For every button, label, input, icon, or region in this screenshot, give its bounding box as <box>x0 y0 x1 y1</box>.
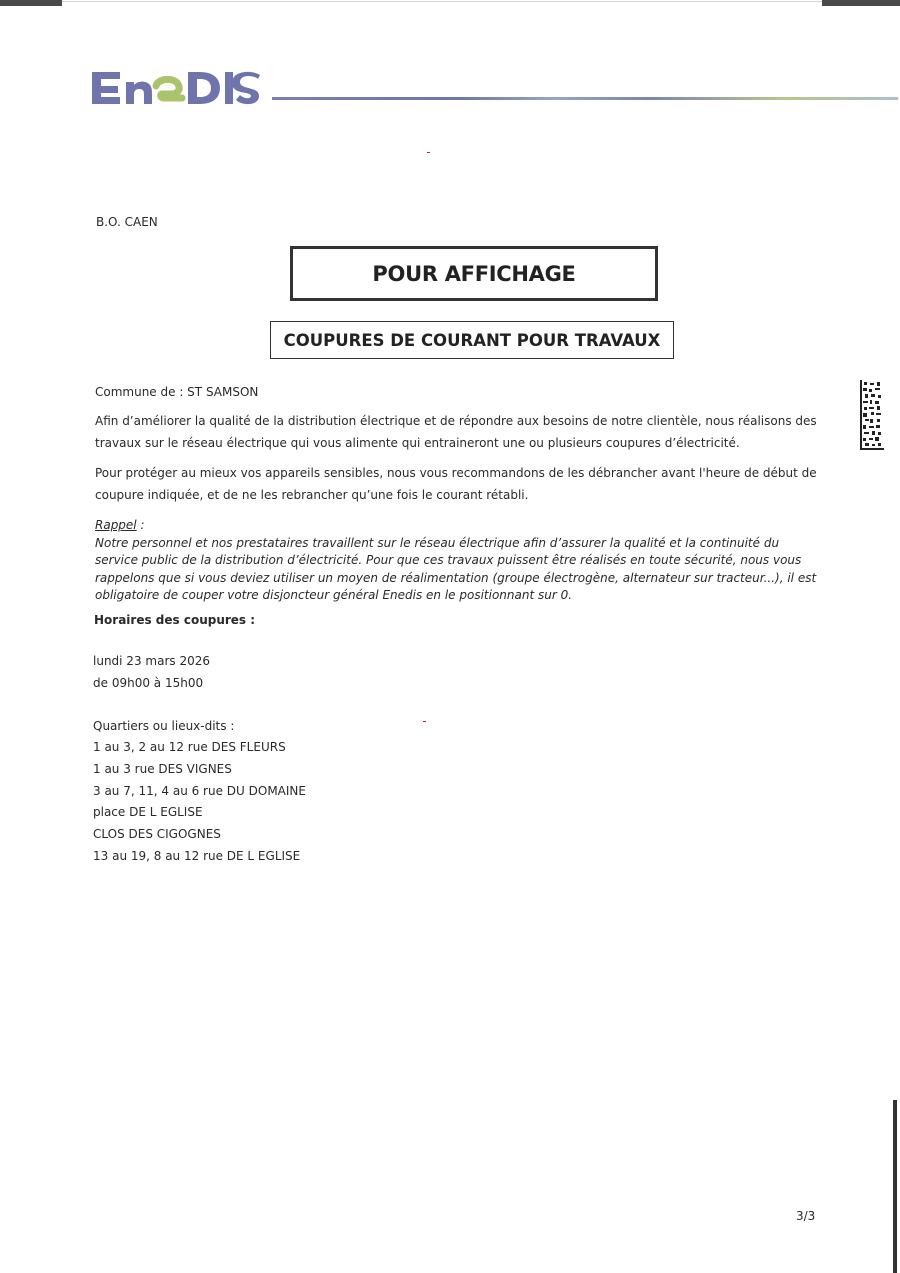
list-item: place DE L EGLISE <box>93 805 203 820</box>
scan-artifact <box>893 1100 897 1273</box>
list-item: 1 au 3 rue DES VIGNES <box>93 761 232 776</box>
scan-speck <box>423 721 426 722</box>
outage-date: lundi 23 mars 2026 <box>93 654 210 668</box>
quartiers-title: Quartiers ou lieux-dits : <box>93 719 235 733</box>
scan-artifact <box>62 1 822 2</box>
scan-artifact <box>0 0 62 6</box>
datamatrix-code <box>860 380 884 450</box>
rappel-block: Rappel : Notre personnel et nos prestataires travaillent sur le réseau électrique afin d’assurer la qualité et la continuité du service public de la distribution d’électricité. Pour que ces travaux puissent être réalisés en toute sécurité, nous vous rappelons que si vous deviez utiliser un moyen de réalimentation (groupe électrogène, alternateur sur tracteur...), il est obligatoire de couper votre disjoncteur général Enedis en le positionnant sur 0. <box>95 518 817 602</box>
rappel-title: Rappel <box>95 518 137 532</box>
subtitle-text: COUPURES DE COURANT POUR TRAVAUX <box>283 330 661 350</box>
intro-paragraph: Afin d’améliorer la qualité de la distribution électrique et de répondre aux besoins de notre clientèle, nous réalisons des travaux sur le réseau électrique qui vous alimente qui entraineront une ou plusieurs coupures d’électricité. <box>95 414 817 450</box>
list-item: 3 au 7, 11, 4 au 6 rue DU DOMAINE <box>93 783 306 798</box>
subtitle-box <box>270 321 674 359</box>
sender-office: B.O. CAEN <box>96 215 158 229</box>
outage-hours: de 09h00 à 15h00 <box>93 676 204 690</box>
enedis-logo <box>90 66 262 110</box>
scan-speck <box>427 152 430 153</box>
horaires-title: Horaires des coupures : <box>94 613 256 627</box>
rappel-text: Notre personnel et nos prestataires travaillent sur le réseau électrique afin d’assurer la qualité et la continuité du service public de la distribution d’électricité. Pour que ces travaux puissent être réalisés en toute sécurité, nous vous rappelons que si vous deviez utiliser un moyen de réalimentation (groupe électrogène, alternateur sur tracteur...), il est obligatoire de couper votre disjoncteur général Enedis en le positionnant sur 0. <box>95 535 817 602</box>
header-rule <box>272 97 898 100</box>
scan-artifact <box>822 0 900 6</box>
list-item: 13 au 19, 8 au 12 rue DE L EGLISE <box>93 848 301 863</box>
title-text: POUR AFFICHAGE <box>372 261 576 286</box>
page-number: 3/3 <box>796 1209 816 1223</box>
title-box <box>290 246 658 301</box>
advice-paragraph: Pour protéger au mieux vos appareils sensibles, nous vous recommandons de les débrancher avant l'heure de début de coupure indiquée, et de ne les rebrancher qu’une fois le courant rétabli. <box>95 466 817 502</box>
list-item: CLOS DES CIGOGNES <box>93 827 221 842</box>
quartiers-list <box>93 737 306 868</box>
list-item: 1 au 3, 2 au 12 rue DES FLEURS <box>93 740 286 754</box>
commune-line: Commune de : ST SAMSON <box>95 385 259 399</box>
